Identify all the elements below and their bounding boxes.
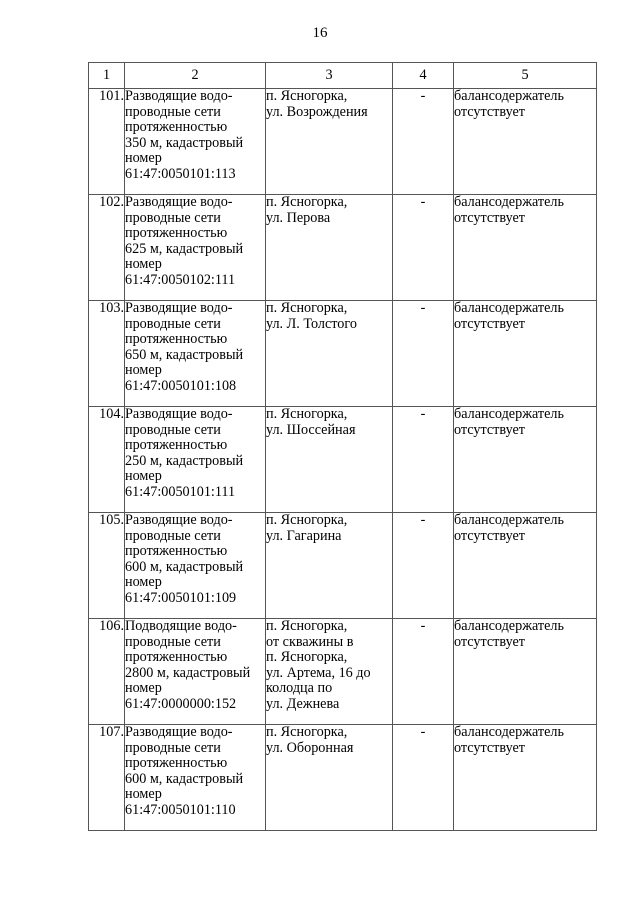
cell-line: 61:47:0050101:111 — [125, 483, 236, 500]
cell-line: проводные сети — [125, 315, 221, 332]
object-description — [125, 89, 266, 195]
cell-line: Разводящие водо- — [125, 194, 233, 210]
cell-line: проводные сети — [125, 103, 221, 120]
holder-note — [454, 89, 597, 195]
row-number: 105. — [89, 513, 125, 619]
cell-line: балансодержатель — [454, 618, 564, 634]
object-address — [266, 619, 393, 725]
object-address — [266, 407, 393, 513]
cell-line: отсутствует — [454, 421, 525, 438]
cell-line: 61:47:0050101:108 — [125, 377, 237, 394]
row-number: 106. — [89, 619, 125, 725]
cell-line: 600 м, кадастровый — [125, 558, 244, 575]
holder-note — [454, 195, 597, 301]
cell-line: ул. Шоссейная — [266, 421, 356, 438]
cell-line: п. Ясногорка, — [266, 512, 348, 528]
object-description — [125, 513, 266, 619]
cell-line: Разводящие водо- — [125, 406, 233, 422]
cell-line: Разводящие водо- — [125, 300, 233, 316]
row-number: 107. — [89, 725, 125, 831]
object-value: - — [393, 89, 454, 195]
object-address — [266, 89, 393, 195]
holder-note — [454, 407, 597, 513]
row-number: 101. — [89, 89, 125, 195]
object-description — [125, 301, 266, 407]
cell-line: протяженностью — [125, 119, 228, 135]
cell-line: протяженностью — [125, 225, 228, 241]
table-row — [89, 195, 597, 301]
cell-line: номер — [125, 680, 162, 696]
cell-line: 250 м, кадастровый — [125, 452, 244, 469]
cell-line: Разводящие водо- — [125, 724, 233, 740]
cell-line: п. Ясногорка, — [266, 724, 348, 740]
row-number: 102. — [89, 195, 125, 301]
cell-line: 2800 м, кадастровый — [125, 664, 251, 681]
cell-line: протяженностью — [125, 437, 228, 453]
object-value: - — [393, 407, 454, 513]
table-row — [89, 89, 597, 195]
table-row — [89, 619, 597, 725]
cell-line: ул. Л. Толстого — [266, 315, 357, 332]
cell-line: балансодержатель — [454, 512, 564, 528]
cell-line: колодца по — [266, 680, 333, 696]
cell-line: п. Ясногорка, — [266, 300, 348, 316]
table-row — [89, 407, 597, 513]
table-row — [89, 301, 597, 407]
table-body — [89, 89, 597, 831]
cell-line: проводные сети — [125, 527, 221, 544]
cell-line: ул. Артема, 16 до — [266, 664, 371, 681]
cell-line: проводные сети — [125, 739, 221, 756]
holder-note — [454, 725, 597, 831]
cell-line: отсутствует — [454, 633, 525, 650]
holder-note — [454, 513, 597, 619]
cell-line: номер — [125, 786, 162, 802]
cell-line: 61:47:0050101:110 — [125, 801, 236, 818]
cell-line: от скважины в — [266, 633, 354, 650]
assets-table — [88, 62, 597, 831]
object-value: - — [393, 513, 454, 619]
object-address — [266, 301, 393, 407]
column-number-row — [89, 63, 597, 89]
cell-line: 600 м, кадастровый — [125, 770, 244, 787]
column-header: 1 — [89, 63, 125, 89]
cell-line: протяженностью — [125, 649, 228, 665]
cell-line: отсутствует — [454, 527, 525, 544]
holder-note — [454, 619, 597, 725]
cell-line: Разводящие водо- — [125, 88, 233, 104]
object-description — [125, 619, 266, 725]
cell-line: проводные сети — [125, 633, 221, 650]
object-description — [125, 195, 266, 301]
cell-line: номер — [125, 574, 162, 590]
cell-line: 350 м, кадастровый — [125, 134, 244, 151]
cell-line: балансодержатель — [454, 300, 564, 316]
cell-line: отсутствует — [454, 315, 525, 332]
cell-line: 650 м, кадастровый — [125, 346, 244, 363]
column-header: 5 — [454, 63, 597, 89]
cell-line: номер — [125, 150, 162, 166]
cell-line: п. Ясногорка, — [266, 194, 348, 210]
object-description — [125, 725, 266, 831]
cell-line: номер — [125, 468, 162, 484]
cell-line: 625 м, кадастровый — [125, 240, 244, 257]
object-address — [266, 513, 393, 619]
object-address — [266, 195, 393, 301]
cell-line: Подводящие водо- — [125, 618, 237, 634]
cell-line: протяженностью — [125, 755, 228, 771]
object-value: - — [393, 195, 454, 301]
cell-line: балансодержатель — [454, 724, 564, 740]
column-header: 3 — [266, 63, 393, 89]
cell-line: п. Ясногорка, — [266, 649, 348, 665]
holder-note — [454, 301, 597, 407]
cell-line: 61:47:0050101:109 — [125, 589, 237, 606]
cell-line: п. Ясногорка, — [266, 406, 348, 422]
cell-line: ул. Дежнева — [266, 695, 340, 712]
table-row — [89, 513, 597, 619]
cell-line: балансодержатель — [454, 88, 564, 104]
column-header: 2 — [125, 63, 266, 89]
cell-line: отсутствует — [454, 739, 525, 756]
row-number: 103. — [89, 301, 125, 407]
cell-line: проводные сети — [125, 209, 221, 226]
object-description — [125, 407, 266, 513]
page-number: 16 — [312, 25, 328, 41]
object-value: - — [393, 725, 454, 831]
cell-line: проводные сети — [125, 421, 221, 438]
cell-line: отсутствует — [454, 209, 525, 226]
cell-line: балансодержатель — [454, 406, 564, 422]
cell-line: п. Ясногорка, — [266, 618, 348, 634]
object-address — [266, 725, 393, 831]
cell-line: ул. Оборонная — [266, 739, 354, 756]
cell-line: 61:47:0000000:152 — [125, 695, 237, 712]
cell-line: номер — [125, 362, 162, 378]
cell-line: номер — [125, 256, 162, 272]
cell-line: 61:47:0050102:111 — [125, 271, 236, 288]
row-number: 104. — [89, 407, 125, 513]
object-value: - — [393, 619, 454, 725]
cell-line: п. Ясногорка, — [266, 88, 348, 104]
cell-line: ул. Гагарина — [266, 527, 342, 544]
column-header: 4 — [393, 63, 454, 89]
cell-line: Разводящие водо- — [125, 512, 233, 528]
cell-line: протяженностью — [125, 331, 228, 347]
cell-line: ул. Возрождения — [266, 103, 368, 120]
cell-line: ул. Перова — [266, 209, 331, 226]
cell-line: отсутствует — [454, 103, 525, 120]
cell-line: балансодержатель — [454, 194, 564, 210]
cell-line: протяженностью — [125, 543, 228, 559]
object-value: - — [393, 301, 454, 407]
cell-line: 61:47:0050101:113 — [125, 165, 236, 182]
table-row — [89, 725, 597, 831]
